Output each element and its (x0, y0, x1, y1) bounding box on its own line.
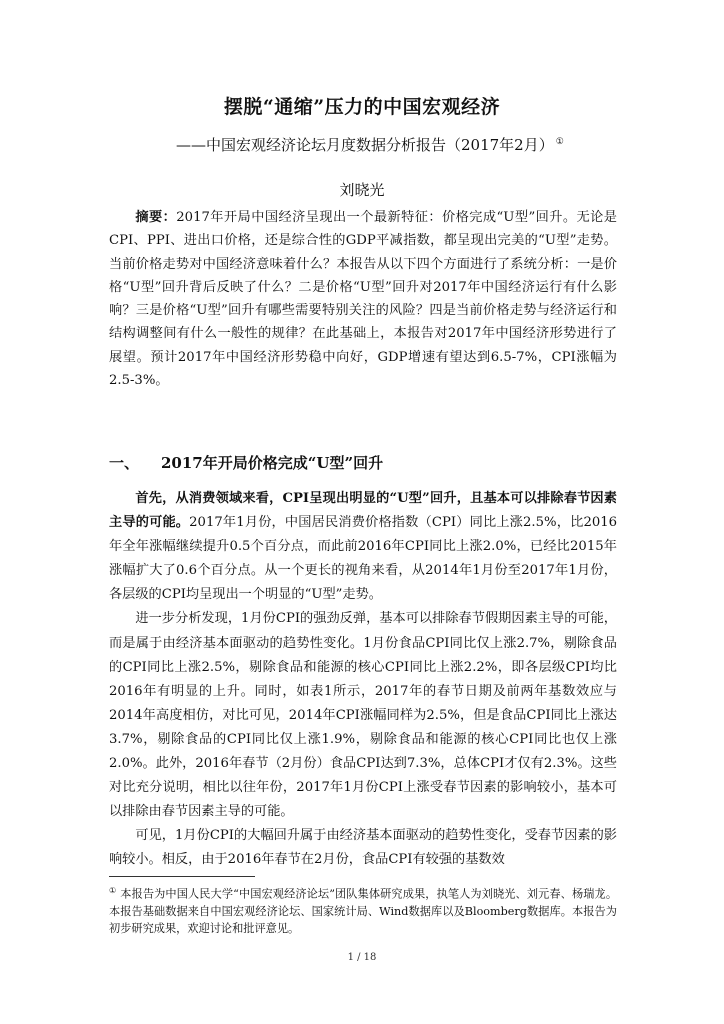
body-text (109, 487, 617, 873)
section-number: 一、 (109, 454, 140, 472)
subtitle-footnote-marker[interactable]: ① (555, 137, 564, 147)
paragraph (109, 824, 617, 872)
paragraph-text: 进一步分析发现，1月份CPI的强劲反弹，基本可以排除春节假期因素主导的可能，而是属于由经济基本面驱动的趋势性变化。1月份食品CPI同比仅上涨2.7%，剔除食品的CPI同比上涨2.5%，剔除食品和能源的核心CPI同比上涨2.2%，即各层级CPI均比2016年有明显的上升。同时，如表1所示，2017年的春节日期及前两年基数效应与2014年高度相仿，对比可见，2014年CPI涨幅同样为2.5%，但是食品CPI同比上涨达3.7%，剔除食品的CPI同比仅上涨1.9%，剔除食品和能源的核心CPI同比也仅上涨2.0%。此外，2016年春节（2月份）食品CPI达到7.3%，总体CPI才仅有2.3%。这些对比充分说明，相比以往年份，2017年1月份CPI上涨受春节因素的影响较小，基本可以排除由春节因素主导的可能。 (109, 611, 617, 820)
paragraph (109, 607, 617, 824)
paragraph-text: 2017年1月份，中国居民消费价格指数（CPI）同比上涨2.5%，比2016年全年涨幅继续提升0.5个百分点，而此前2016年CPI同比上涨2.0%，已经比2015年涨幅扩大了0.6个百分点。从一个更长的视角来看，从2014年1月份至2017年1月份，各层级的CPI均呈现出一个明显的“U型”走势。 (109, 515, 618, 603)
abstract (109, 206, 617, 392)
page-subtitle (176, 134, 616, 155)
paragraph-text: 可见，1月份CPI的大幅回升属于由经济基本面驱动的趋势性变化，受春节因素的影响较小。相反，由于2016年春节在2月份，食品CPI有较强的基数效 (109, 828, 617, 868)
abstract-label: 摘要： (135, 210, 177, 225)
section-title: 2017年开局价格完成“U型”回升 (161, 454, 384, 472)
footnote-text: 本报告为中国人民大学“中国宏观经济论坛”团队集体研究成果，执笔人为刘晓光、刘元春、杨瑞龙。本报告基础数据来自中国宏观经济论坛、国家统计局、Wind数据库以及Bloomberg数据库。本报告为初步研究成果，欢迎讨论和批评意见。 (109, 887, 618, 935)
page-title: 摆脱“通缩”压力的中国宏观经济 (223, 96, 501, 118)
page-number: 1 / 18 (347, 952, 377, 963)
footnote-divider (109, 876, 255, 877)
footnote (109, 882, 617, 937)
abstract-text: 2017年开局中国经济呈现出一个最新特征：价格完成“U型”回升。无论是CPI、PPI、进出口价格，还是综合性的GDP平减指数，都呈现出完美的“U型”走势。当前价格走势对中国经济意味着什么？本报告从以下四个方面进行了系统分析：一是价格“U型”回升背后反映了什么？二是价格“U型”回升对2017年中国经济运行有什么影响？三是价格“U型”回升有哪些需要特别关注的风险？四是当前价格走势与经济运行和结构调整间有什么一般性的规律？在此基础上，本报告对2017年中国经济形势进行了展望。预计2017年中国经济形势稳中向好，GDP增速有望达到6.5-7%，CPI涨幅为2.5-3%。 (109, 210, 617, 389)
subtitle-text: ——中国宏观经济论坛月度数据分析报告（2017年2月） (176, 136, 554, 154)
paragraph-lead: 首先，从消费领域来看，CPI呈现出明显的“U型”回升，且基本可以排除春节因素主导的可能。 (109, 491, 617, 531)
section-heading (109, 452, 617, 473)
paragraph (109, 487, 617, 607)
footnote-marker: ① (109, 886, 117, 895)
author-name: 刘晓光 (339, 181, 385, 199)
